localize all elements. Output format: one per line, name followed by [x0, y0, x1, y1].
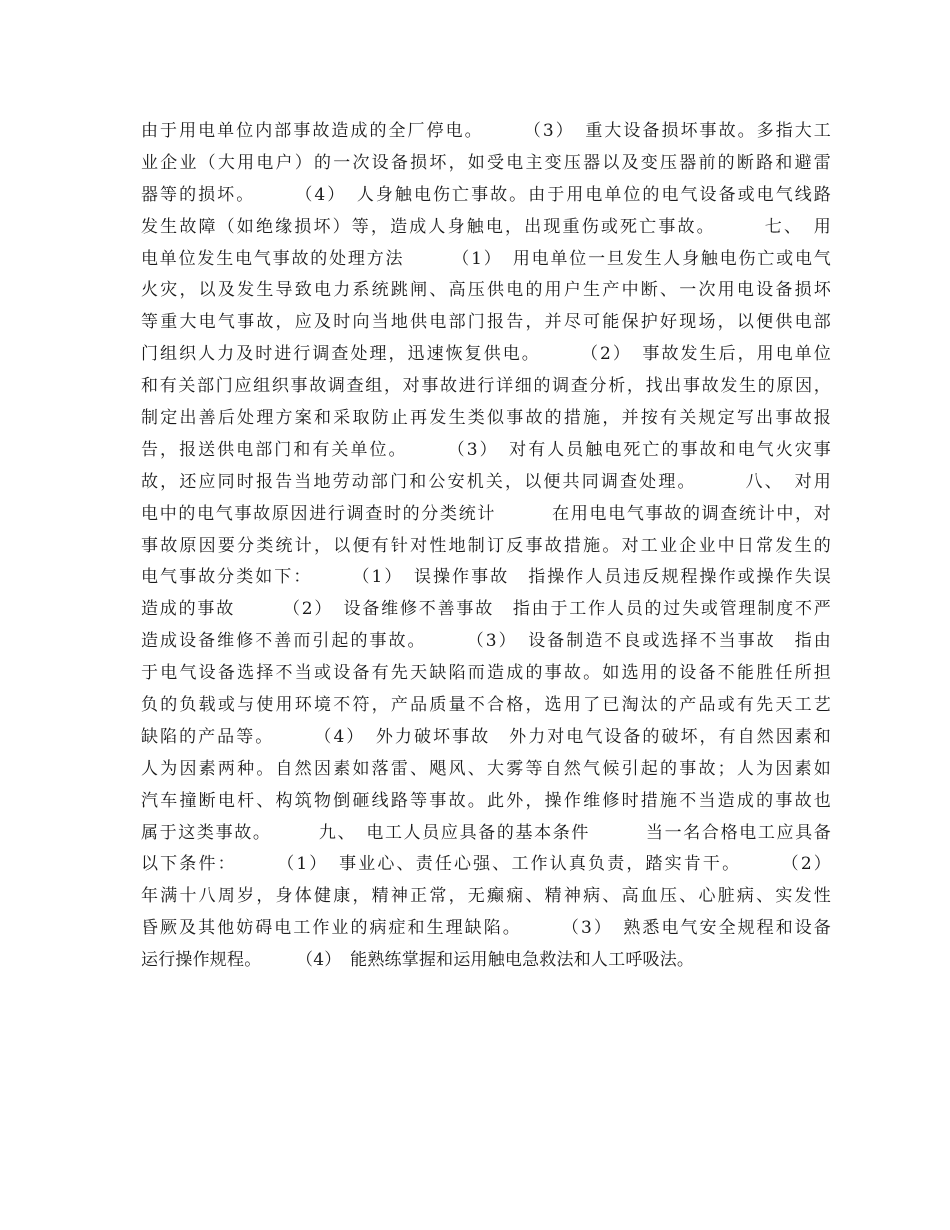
text-line: 于电气设备选择不当或设备有先天缺陷而造成的事故。如选用的设备不能胜任所担 [141, 663, 831, 684]
text-line: 业企业（大用电户）的一次设备损坏，如受电主变压器以及变压器前的断路和避雷 [141, 152, 831, 173]
text-line: 缺陷的产品等。 （4） 外力破坏事故 外力对电气设备的破坏，有自然因素和 [141, 726, 831, 747]
text-line: 年满十八周岁，身体健康，精神正常，无癫痫、精神病、高血压、心脏病、实发性 [141, 886, 831, 907]
text-line: 故，还应同时报告当地劳动部门和公安机关，以便共同调查处理。 八、 对用 [141, 471, 831, 492]
text-line: 由于用电单位内部事故造成的全厂停电。 （3） 重大设备损坏事故。多指大工 [141, 121, 831, 141]
text-line: 人为因素两种。自然因素如落雷、飓风、大雾等自然气候引起的事故；人为因素如 [141, 758, 831, 779]
text-line: 造成的事故 （2） 设备维修不善事故 指由于工作人员的过失或管理制度不严 [141, 599, 831, 620]
body-text [141, 116, 831, 977]
text-line: 以下条件： （1） 事业心、责任心强、工作认真负责，踏实肯干。 （2） [141, 854, 831, 875]
text-line: 属于这类事故。 九、 电工人员应具备的基本条件 当一名合格电工应具备 [141, 822, 831, 843]
text-line: 器等的损坏。 （4） 人身触电伤亡事故。由于用电单位的电气设备或电气线路 [141, 184, 831, 205]
text-line: 电单位发生电气事故的处理方法 （1） 用电单位一旦发生人身触电伤亡或电气 [141, 248, 831, 269]
text-line: 昏厥及其他妨碍电工作业的病症和生理缺陷。 （3） 熟悉电气安全规程和设备 [141, 918, 831, 939]
text-line: 发生故障（如绝缘损坏）等，造成人身触电，出现重伤或死亡事故。 七、 用 [141, 216, 831, 237]
text-line: 电中的电气事故原因进行调查时的分类统计 在用电电气事故的调查统计中，对 [141, 503, 831, 524]
text-line: 造成设备维修不善而引起的事故。 （3） 设备制造不良或选择不当事故 指由 [141, 631, 831, 652]
text-line: 制定出善后处理方案和采取防止再发生类似事故的措施，并按有关规定写出事故报 [141, 408, 831, 429]
text-line: 和有关部门应组织事故调查组，对事故进行详细的调查分析，找出事故发生的原因， [141, 376, 831, 397]
text-line: 告，报送供电部门和有关单位。 （3） 对有人员触电死亡的事故和电气火灾事 [141, 439, 831, 460]
text-line: 负的负载或与使用环境不符，产品质量不合格，选用了已淘汰的产品或有先天工艺 [141, 695, 831, 716]
text-line: 运行操作规程。 （4） 能熟练掌握和运用触电急救法和人工呼吸法。 [141, 950, 695, 971]
text-line: 门组织人力及时进行调查处理，迅速恢复供电。 （2） 事故发生后，用电单位 [141, 344, 831, 365]
text-line: 等重大电气事故，应及时向当地供电部门报告，并尽可能保护好现场，以便供电部 [141, 312, 831, 333]
text-line: 事故原因要分类统计，以便有针对性地制订反事故措施。对工业企业中日常发生的 [141, 535, 831, 556]
text-line: 汽车撞断电杆、构筑物倒砸线路等事故。此外，操作维修时措施不当造成的事故也 [141, 790, 831, 811]
text-line: 电气事故分类如下： （1） 误操作事故 指操作人员违反规程操作或操作失误 [141, 567, 831, 588]
text-line: 火灾，以及发生导致电力系统跳闸、高压供电的用户生产中断、一次用电设备损坏 [141, 280, 831, 301]
